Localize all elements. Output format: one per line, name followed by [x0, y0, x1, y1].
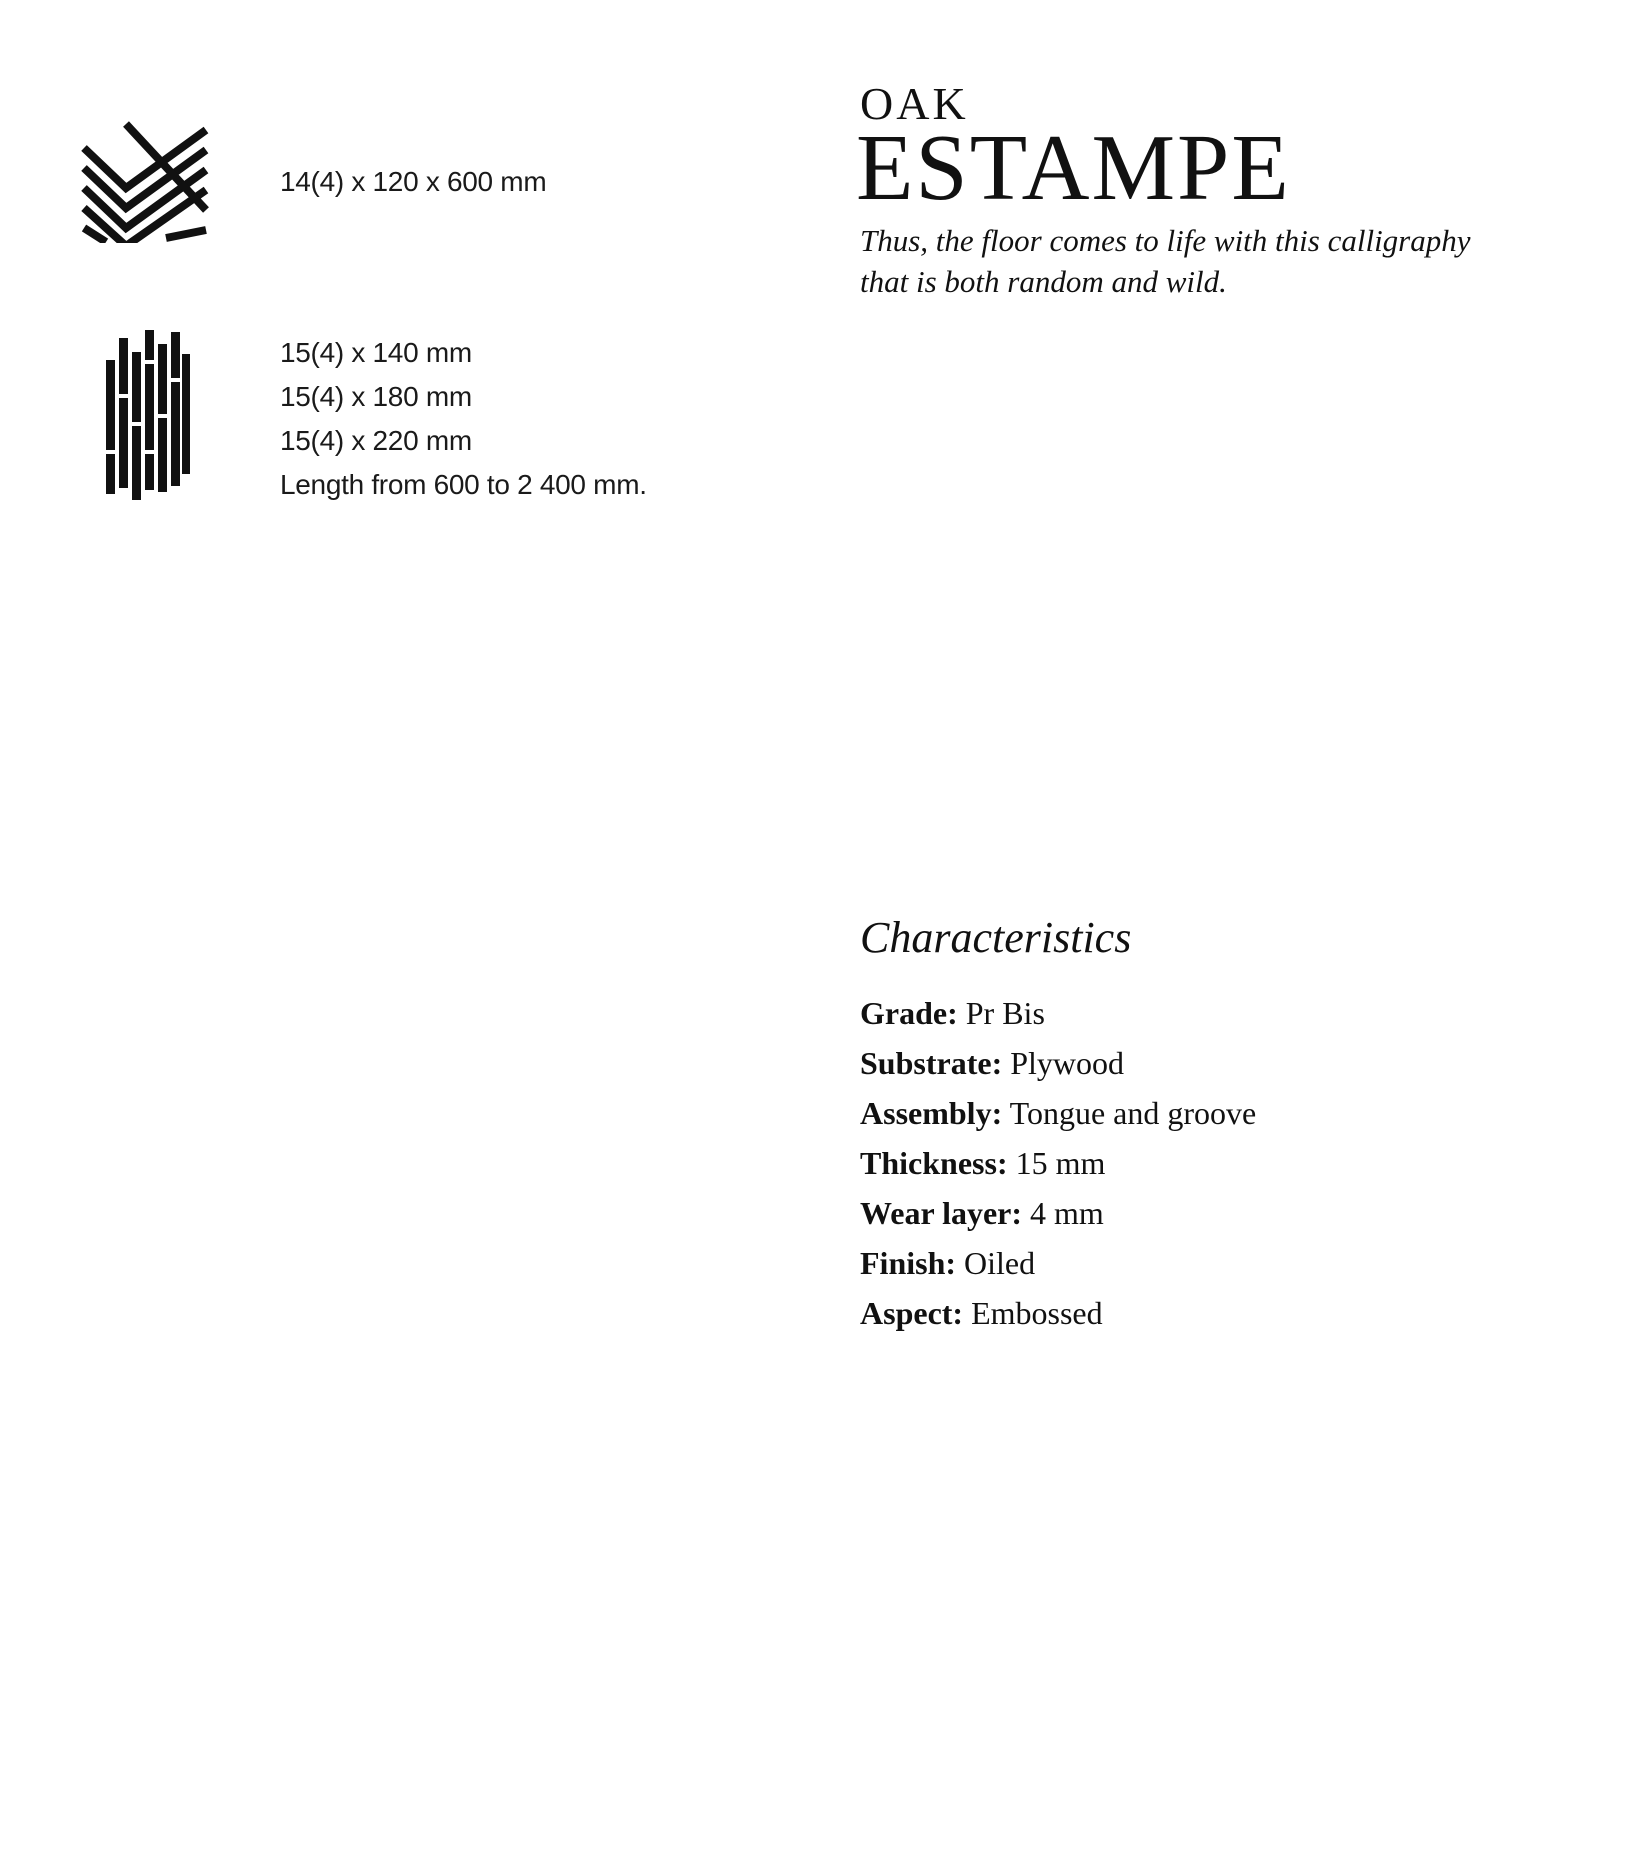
herringbone-pattern-icon: [80, 118, 212, 243]
characteristic-value: Plywood: [1010, 1045, 1125, 1081]
characteristic-wear-layer: [860, 1188, 1256, 1238]
plank-pattern-icon: [104, 330, 190, 500]
characteristic-grade: [860, 988, 1256, 1038]
characteristic-aspect: [860, 1288, 1256, 1338]
plank-length: Length from 600 to 2 400 mm.: [280, 469, 647, 500]
characteristic-value: Oiled: [964, 1245, 1036, 1281]
characteristic-value: Tongue and groove: [1009, 1095, 1257, 1131]
characteristic-label: Finish:: [860, 1245, 957, 1281]
characteristic-label: Thickness:: [860, 1145, 1008, 1181]
characteristic-value: Pr Bis: [965, 995, 1045, 1031]
product-tagline: Thus, the floor comes to life with this calligraphy that is both random and wild.: [860, 223, 1471, 299]
product-kicker: OAK: [860, 78, 969, 129]
characteristic-label: Substrate:: [860, 1045, 1003, 1081]
product-title: ESTAMPE: [856, 116, 1291, 220]
characteristic-finish: [860, 1238, 1256, 1288]
characteristic-thickness: [860, 1138, 1256, 1188]
characteristic-assembly: [860, 1088, 1256, 1138]
plank-spec: [280, 331, 647, 507]
characteristic-label: Grade:: [860, 995, 958, 1031]
plank-width-180: 15(4) x 180 mm: [280, 381, 472, 412]
characteristic-label: Assembly:: [860, 1095, 1003, 1131]
plank-width-220: 15(4) x 220 mm: [280, 425, 472, 456]
characteristic-substrate: [860, 1038, 1256, 1088]
herringbone-dimensions: 14(4) x 120 x 600 mm: [280, 166, 547, 197]
characteristics-list: [860, 988, 1256, 1338]
characteristic-value: 15 mm: [1015, 1145, 1106, 1181]
characteristic-label: Aspect:: [860, 1295, 964, 1331]
plank-width-140: 15(4) x 140 mm: [280, 337, 472, 368]
characteristic-value: 4 mm: [1030, 1195, 1104, 1231]
characteristics-heading: Characteristics: [860, 913, 1132, 962]
herringbone-spec: [280, 160, 546, 204]
characteristic-label: Wear layer:: [860, 1195, 1023, 1231]
characteristic-value: Embossed: [971, 1295, 1103, 1331]
